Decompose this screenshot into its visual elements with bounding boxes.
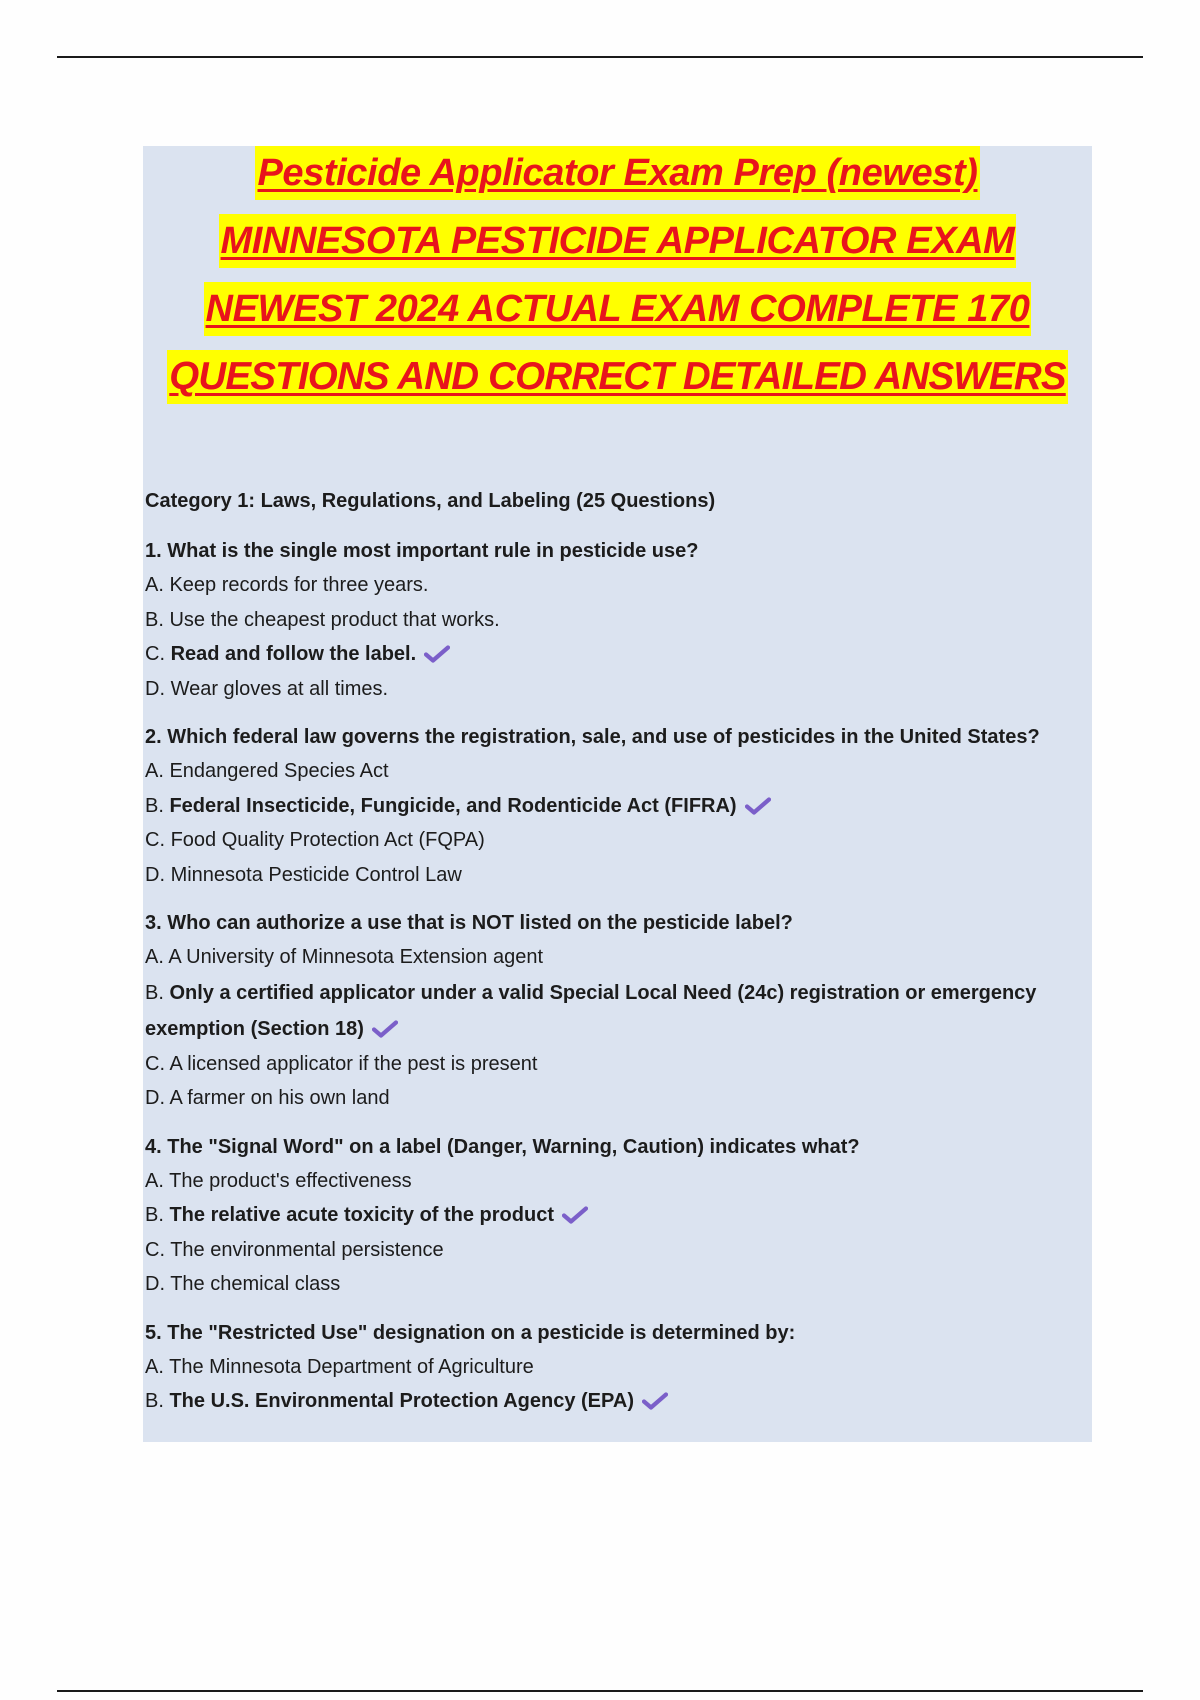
option-text: Use the cheapest product that works. xyxy=(169,608,500,631)
question-text: 2. Which federal law governs the registration, sale, and use of pesticides in the United States? xyxy=(145,726,1040,748)
question-group xyxy=(145,720,1085,892)
title-line-2: MINNESOTA PESTICIDE APPLICATOR EXAM xyxy=(219,214,1017,268)
option-text: The product's effectiveness xyxy=(169,1169,412,1192)
option-text: The relative acute toxicity of the product xyxy=(169,1204,554,1226)
option-letter: D. xyxy=(145,677,165,700)
option-letter: A. xyxy=(145,574,164,596)
option-text: The chemical class xyxy=(170,1273,341,1295)
category-heading: Category 1: Laws, Regulations, and Labeling (25 Questions) xyxy=(145,490,716,512)
option-text: A licensed applicator if the pest is present xyxy=(169,1052,538,1075)
answer-option-correct xyxy=(145,637,1085,672)
answer-option xyxy=(145,672,1085,707)
option-letter: C. xyxy=(145,1052,165,1075)
option-text: The U.S. Environmental Protection Agency (EPA) xyxy=(169,1390,634,1412)
option-text: A University of Minnesota Extension agent xyxy=(168,946,544,968)
bottom-rule xyxy=(57,1690,1143,1692)
option-letter: A. xyxy=(145,1169,164,1192)
answer-option xyxy=(145,1081,1085,1116)
option-text: Food Quality Protection Act (FQPA) xyxy=(170,829,485,851)
option-text: Federal Insecticide, Fungicide, and Rodenticide Act (FIFRA) xyxy=(169,794,737,817)
question-group xyxy=(145,534,1085,706)
question-group xyxy=(145,906,1085,1116)
option-letter: C. xyxy=(145,643,165,665)
answer-option xyxy=(145,754,1085,789)
exam-content xyxy=(145,484,1085,1433)
question-text: 5. The "Restricted Use" designation on a pesticide is determined by: xyxy=(145,1321,796,1344)
question-list xyxy=(145,534,1085,1419)
option-letter: C. xyxy=(145,829,165,851)
option-letter: C. xyxy=(145,1238,165,1261)
check-icon xyxy=(562,1201,588,1219)
option-letter: B. xyxy=(145,608,164,631)
answer-option xyxy=(145,1267,1085,1302)
option-text: Wear gloves at all times. xyxy=(170,677,389,700)
answer-option-correct xyxy=(145,789,1085,824)
question-text: 4. The "Signal Word" on a label (Danger, Warning, Caution) indicates what? xyxy=(145,1135,860,1158)
option-letter: A. xyxy=(145,760,164,782)
question-text: 3. Who can authorize a use that is NOT listed on the pesticide label? xyxy=(145,912,793,934)
option-letter: B. xyxy=(145,981,164,1004)
option-text: The Minnesota Department of Agriculture xyxy=(169,1355,534,1378)
option-letter: A. xyxy=(145,946,164,968)
option-letter: D. xyxy=(145,863,165,886)
option-text: Read and follow the label. xyxy=(170,643,417,665)
answer-option xyxy=(145,603,1085,638)
check-icon xyxy=(424,640,450,658)
option-letter: B. xyxy=(145,794,164,817)
option-text: Endangered Species Act xyxy=(169,760,389,782)
top-rule xyxy=(57,56,1143,58)
option-text: The environmental persistence xyxy=(170,1238,444,1261)
question-group xyxy=(145,1130,1085,1302)
answer-option xyxy=(145,940,1085,975)
title-line-3: NEWEST 2024 ACTUAL EXAM COMPLETE 170 xyxy=(204,282,1032,336)
answer-option xyxy=(145,568,1085,603)
option-letter: D. xyxy=(145,1273,165,1295)
title-line-4: QUESTIONS AND CORRECT DETAILED ANSWERS xyxy=(167,350,1067,404)
answer-option xyxy=(145,1047,1085,1082)
option-letter: B. xyxy=(145,1204,164,1226)
question-text: 1. What is the single most important rule in pesticide use? xyxy=(145,540,699,562)
title-line-1: Pesticide Applicator Exam Prep (newest) xyxy=(255,146,979,200)
option-letter: B. xyxy=(145,1390,164,1412)
answer-option-correct xyxy=(145,975,1085,1047)
answer-option xyxy=(145,1350,1085,1385)
question-group xyxy=(145,1316,1085,1419)
document-panel xyxy=(143,146,1092,1442)
option-text: A farmer on his own land xyxy=(169,1087,390,1109)
answer-option xyxy=(145,1233,1085,1268)
option-text: Minnesota Pesticide Control Law xyxy=(170,863,462,886)
option-letter: A. xyxy=(145,1355,164,1378)
check-icon xyxy=(745,792,771,810)
option-letter: D. xyxy=(145,1087,165,1109)
answer-option xyxy=(145,1164,1085,1199)
answer-option-correct xyxy=(145,1384,1085,1419)
check-icon xyxy=(642,1387,668,1405)
answer-option xyxy=(145,823,1085,858)
option-text: Keep records for three years. xyxy=(169,574,429,596)
answer-option xyxy=(145,858,1085,893)
answer-option-correct xyxy=(145,1198,1085,1233)
option-text: Only a certified applicator under a valid Special Local Need (24c) registration or emergency exemption (Section 18) xyxy=(145,981,1037,1040)
check-icon xyxy=(372,1014,398,1032)
